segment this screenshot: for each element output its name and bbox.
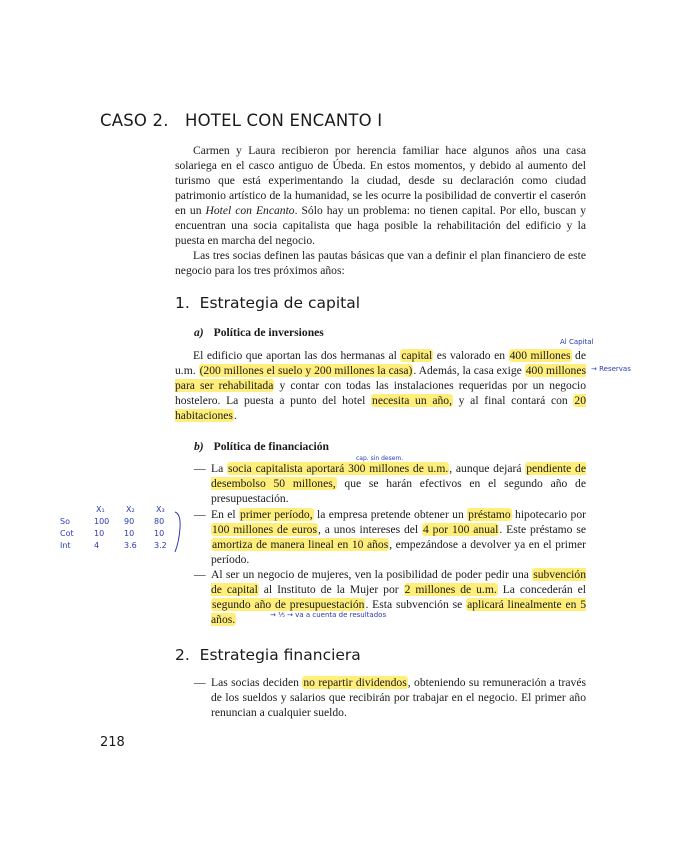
- investment-paragraph: El edificio que aportan las dos hermanas al capital es valorado en 400 millones de u.m. (200 millones el suelo y 200 millones la casa). Además, la casa exige 400 millones para ser rehabilitada y contar con todas las instalaciones requeridas por un negocio hostelero. La puesta a punto del hotel necesita un año, y al final contará con 20 habitaciones.: [175, 349, 587, 422]
- strategy-item-1: — Las socias deciden no repartir dividendos, obteniendo su remuneración a través de los sueldos y salarios que recibirán por trabajar en el negocio. El primer año renuncian a cualquier sueldo.: [194, 676, 586, 719]
- subsection-a-heading: a) Política de inversiones: [194, 326, 324, 339]
- intro-paragraph-2: Las tres socias definen las pautas básicas que van a definir el plan financiero de este negocio para los tres próximos años:: [175, 249, 586, 277]
- page-number: 218: [100, 735, 125, 750]
- handwritten-loan-table: X₁ X₂ X₃ So 100 90 80 Cot 10 10 10 Int 4 3.6 3.2: [60, 505, 167, 550]
- case-heading: [100, 111, 382, 130]
- handwritten-note-capital: Al Capital: [560, 338, 594, 346]
- intro: [175, 143, 586, 278]
- section-2-heading: 2. Estrategia financiera: [175, 646, 361, 664]
- case-number: CASO 2.: [100, 111, 169, 130]
- investment-policy: [175, 348, 586, 423]
- financing-item-3: — Al ser un negocio de mujeres, ven la posibilidad de poder pedir una subvención de capital al Instituto de la Mujer por 2 millones de u.m. La concederán el segundo año de presupuestación. Esta subvención se aplicará linealmente en 5 años.: [194, 568, 587, 626]
- financing-item-1: — La socia capitalista aportará 300 millones de u.m., aunque dejará pendiente de desembolso 50 millones, que se harán efectivos en el segundo año de presupuestación.: [194, 462, 587, 505]
- financing-item-2: — En el primer período, la empresa pretende obtener un préstamo hipotecario por 100 millones de euros, a unos intereses del 4 por 100 anual. Este préstamo se amortiza de manera lineal en 10 años, empezándose a devolver ya en el primer período.: [194, 508, 587, 566]
- handwritten-note-reservas: → Reservas: [591, 365, 631, 373]
- section-1-heading: 1. Estrategia de capital: [175, 294, 361, 312]
- handwritten-note-subsidy: → ¹⁄₅ → va a cuenta de resultados: [270, 611, 387, 619]
- case-title: HOTEL CON ENCANTO I: [185, 111, 383, 130]
- intro-paragraph-1: Carmen y Laura recibieron por herencia familiar hace algunos años una casa solariega en el casco antiguo de Úbeda. En estos momentos, y debido al aumento del turismo que está experimentando la ciudad, desde su declaración como ciudad patrimonio artístico de la humanidad, se les ocurre la posibilidad de convertir el caserón en un Hotel con Encanto. Sólo hay un problema: no tienen capital. Por ello, buscan y encuentran una socia capitalista que haga posible la rehabilitación del edificio y la puesta en marcha del negocio.: [175, 144, 586, 247]
- handwritten-bracket-icon: [172, 508, 184, 556]
- subsection-b-heading: b) Política de financiación: [194, 440, 329, 453]
- handwritten-note-capital-pending: cap. sin desem.: [356, 455, 404, 462]
